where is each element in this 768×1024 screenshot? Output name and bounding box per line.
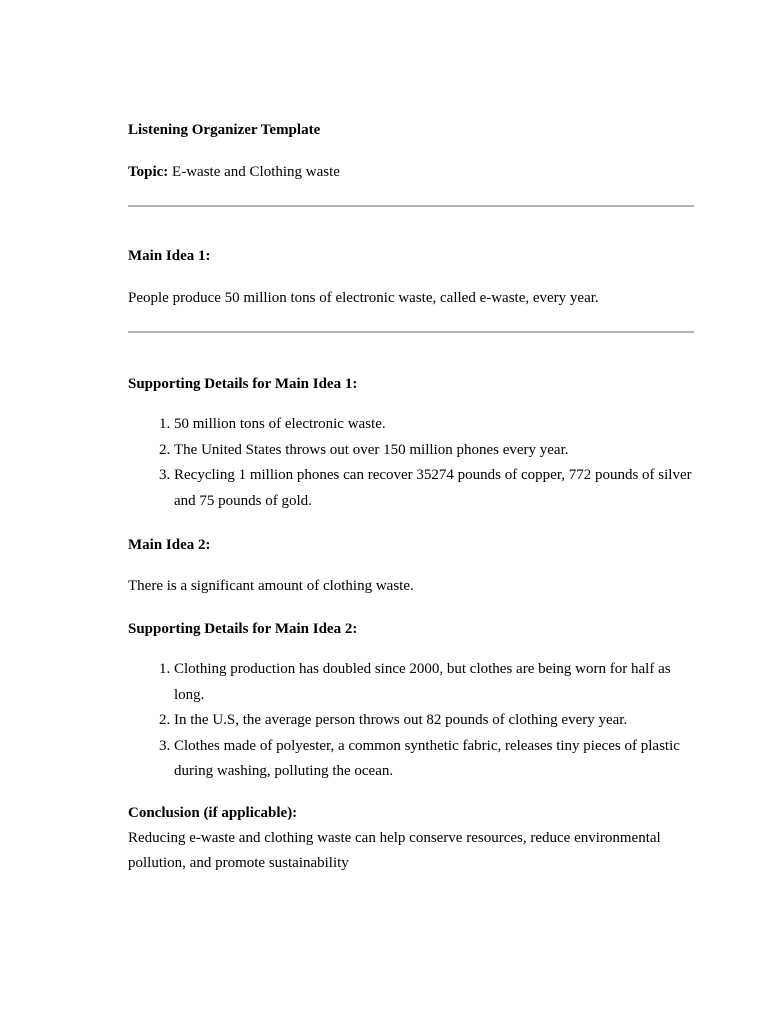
divider-1 [128, 205, 694, 207]
main-idea-1-text: People produce 50 million tons of electronic waste, called e-waste, every year. [128, 290, 599, 306]
main-idea-2-text: There is a significant amount of clothing waste. [128, 578, 414, 594]
list-item: 3. Recycling 1 million phones can recover 35274 pounds of copper, 772 pounds of silver and 75 pounds of gold. [174, 463, 694, 514]
topic-value: E-waste and Clothing waste [172, 164, 340, 180]
list-item: 2. In the U.S, the average person throws out 82 pounds of clothing every year. [174, 708, 694, 734]
document-title: Listening Organizer Template [128, 122, 321, 138]
supporting-details-2-list [128, 657, 694, 785]
list-item: 1. 50 million tons of electronic waste. [174, 412, 694, 438]
main-idea-2-heading: Main Idea 2: [128, 537, 211, 553]
topic-line [128, 163, 340, 181]
conclusion-heading: Conclusion (if applicable): [128, 805, 298, 821]
supporting-details-2-heading: Supporting Details for Main Idea 2: [128, 621, 358, 637]
supporting-details-1-heading: Supporting Details for Main Idea 1: [128, 376, 358, 392]
topic-label: Topic: [128, 164, 169, 180]
list-item: 3. Clothes made of polyester, a common synthetic fabric, releases tiny pieces of plastic during washing, polluting the ocean. [174, 734, 694, 785]
conclusion-text: Reducing e-waste and clothing waste can help conserve resources, reduce environmental pollution, and promote sustainability [128, 830, 661, 871]
supporting-details-1-list [128, 412, 694, 514]
main-idea-1-heading: Main Idea 1: [128, 248, 211, 264]
list-item: 2. The United States throws out over 150 million phones every year. [174, 438, 694, 464]
divider-2 [128, 331, 694, 333]
list-item: 1. Clothing production has doubled since 2000, but clothes are being worn for half as long. [174, 657, 694, 708]
